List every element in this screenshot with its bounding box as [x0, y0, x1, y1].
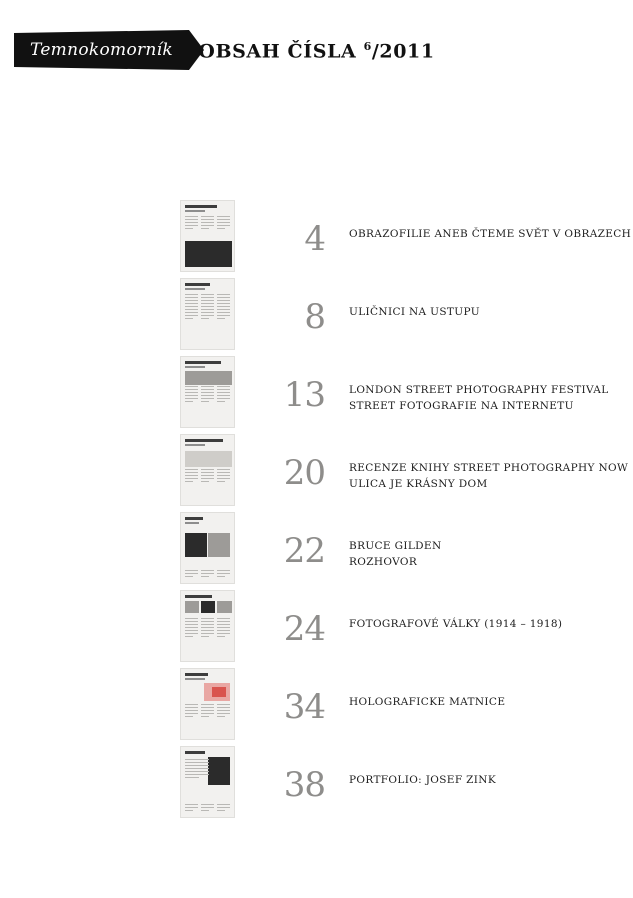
page-thumbnail — [180, 278, 235, 350]
list-item[interactable] — [0, 590, 633, 662]
issue-year: /2011 — [371, 40, 435, 63]
list-item[interactable] — [0, 668, 633, 740]
entry-title-line1: RECENZE KNIHY STREET PHOTOGRAPHY NOW — [349, 462, 629, 474]
entry-title-line1: BRUCE GILDEN — [349, 540, 442, 552]
list-item[interactable] — [0, 746, 633, 818]
page-title — [0, 40, 633, 62]
entry-title-line1: ULIČNICI NA USTUPU — [349, 306, 480, 318]
entry-title-line1: LONDON STREET PHOTOGRAPHY FESTIVAL — [349, 384, 609, 396]
page-thumbnail — [180, 590, 235, 662]
entry-titles — [349, 226, 633, 242]
list-item[interactable] — [0, 278, 633, 350]
magazine-logo-text: Temnokomorník — [30, 40, 173, 60]
list-item[interactable] — [0, 200, 633, 272]
entry-titles — [349, 382, 633, 415]
entry-titles — [349, 694, 633, 710]
entry-title-line2: STREET FOTOGRAFIE NA INTERNETU — [349, 400, 574, 413]
entry-title-line1: OBRAZOFILIE ANEB ČTEME SVĚT V OBRAZECH — [349, 228, 632, 240]
entry-titles — [349, 538, 633, 571]
entry-page-number: 4 — [304, 219, 325, 259]
page-thumbnail — [180, 668, 235, 740]
entry-title-line1: FOTOGRAFOVÉ VÁLKY (1914 – 1918) — [349, 618, 563, 630]
entry-page-number: 8 — [304, 297, 325, 337]
list-item[interactable] — [0, 434, 633, 506]
entry-titles — [349, 616, 633, 632]
entry-page-number: 20 — [283, 453, 325, 493]
page-header — [0, 0, 633, 90]
page-thumbnail — [180, 356, 235, 428]
entry-page-number: 22 — [283, 531, 325, 571]
entry-title-line2: ROZHOVOR — [349, 556, 418, 569]
table-of-contents — [0, 200, 633, 824]
entry-page-number: 34 — [283, 687, 325, 727]
entry-title-line1: PORTFOLIO: JOSEF ZINK — [349, 774, 497, 786]
page-thumbnail — [180, 512, 235, 584]
page-thumbnail — [180, 746, 235, 818]
entry-titles — [349, 460, 633, 493]
page-thumbnail — [180, 434, 235, 506]
entry-titles — [349, 304, 633, 320]
list-item[interactable] — [0, 512, 633, 584]
entry-title-line1: HOLOGRAFICKE MATNICE — [349, 696, 506, 708]
issue-number-sup: 6 — [363, 40, 372, 53]
entry-title-line2: ULICA JE KRÁSNY DOM — [349, 478, 488, 491]
entry-titles — [349, 772, 633, 788]
entry-page-number: 24 — [283, 609, 325, 649]
page-thumbnail — [180, 200, 235, 272]
entry-page-number: 13 — [283, 375, 325, 415]
issue-title-main: OBSAH ČÍSLA — [198, 40, 357, 63]
list-item[interactable] — [0, 356, 633, 428]
entry-page-number: 38 — [283, 765, 325, 805]
